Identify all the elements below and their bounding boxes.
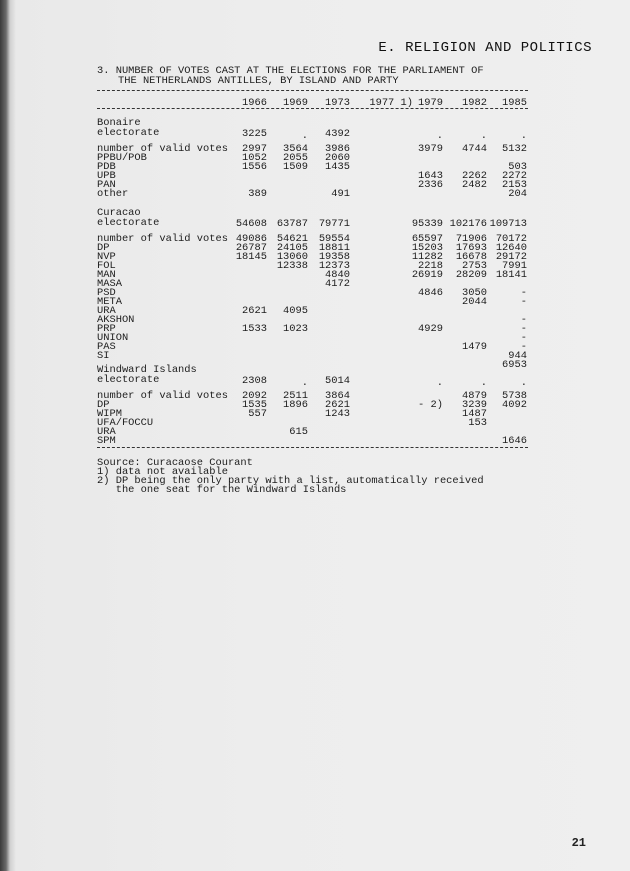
column-header: 1979 bbox=[418, 97, 443, 109]
vote-count: 2055 bbox=[283, 152, 308, 164]
vote-count: 18145 bbox=[235, 251, 267, 263]
source-note: Source: Curacaose Courant bbox=[97, 457, 253, 469]
table-title-line-2: THE NETHERLANDS ANTILLES, BY ISLAND AND PARTY bbox=[118, 75, 399, 87]
vote-count: 24105 bbox=[276, 242, 308, 254]
row-label: number of valid votes bbox=[97, 390, 228, 402]
footnote-1: 1) data not available bbox=[97, 466, 228, 478]
row-label: SI bbox=[97, 350, 110, 362]
row-label: number of valid votes bbox=[97, 233, 228, 245]
vote-count: 17693 bbox=[455, 242, 487, 254]
row-label: electorate bbox=[97, 127, 160, 139]
vote-count: 204 bbox=[508, 188, 527, 200]
vote-count: 4172 bbox=[325, 278, 350, 290]
row-label: UNION bbox=[97, 332, 129, 344]
vote-count: 1052 bbox=[242, 152, 267, 164]
vote-count: 389 bbox=[248, 188, 267, 200]
vote-count: 28209 bbox=[455, 269, 487, 281]
vote-count: 54621 bbox=[276, 233, 308, 245]
row-label: electorate bbox=[97, 217, 160, 229]
electorate-value: . bbox=[301, 130, 308, 142]
vote-count: 18811 bbox=[318, 242, 350, 254]
table-title-line-1: 3. NUMBER OF VOTES CAST AT THE ELECTIONS FOR THE PARLIAMENT OF bbox=[97, 65, 484, 77]
vote-count: 153 bbox=[468, 417, 487, 429]
row-label: PSD bbox=[97, 287, 116, 299]
row-label: PPBU/POB bbox=[97, 152, 147, 164]
vote-count: 16678 bbox=[455, 251, 487, 263]
electorate-value: . bbox=[520, 377, 527, 389]
vote-count: 15203 bbox=[411, 242, 443, 254]
vote-count: 1487 bbox=[462, 408, 487, 420]
group-title: Windward Islands bbox=[97, 364, 197, 376]
vote-count: 26787 bbox=[235, 242, 267, 254]
vote-count: - bbox=[520, 296, 527, 308]
vote-count: 3986 bbox=[325, 143, 350, 155]
footnote-2-continued: the one seat for the Windward Islands bbox=[97, 484, 347, 496]
row-label: UPB bbox=[97, 170, 116, 182]
vote-count: 2272 bbox=[502, 170, 527, 182]
vote-count: 1479 bbox=[462, 341, 487, 353]
electorate-value: . bbox=[436, 377, 443, 389]
vote-count: - bbox=[520, 341, 527, 353]
row-label: DP bbox=[97, 399, 110, 411]
column-header: 1966 bbox=[242, 97, 267, 109]
vote-count: 4092 bbox=[502, 399, 527, 411]
row-label: DP bbox=[97, 242, 110, 254]
column-header: 1977 1) bbox=[369, 97, 413, 109]
row-label: MASA bbox=[97, 278, 122, 290]
vote-count: 2060 bbox=[325, 152, 350, 164]
row-label: other bbox=[97, 188, 129, 200]
column-header: 1985 bbox=[502, 97, 527, 109]
electorate-value: 79771 bbox=[318, 218, 350, 230]
vote-count: 12373 bbox=[318, 260, 350, 272]
vote-count: 13060 bbox=[276, 251, 308, 263]
vote-count: - bbox=[520, 323, 527, 335]
vote-count: 1896 bbox=[283, 399, 308, 411]
vote-count: 4840 bbox=[325, 269, 350, 281]
vote-count: 6953 bbox=[502, 359, 527, 371]
column-header: 1969 bbox=[283, 97, 308, 109]
vote-count: - 2) bbox=[418, 399, 443, 411]
divider bbox=[97, 108, 528, 109]
row-label: META bbox=[97, 296, 122, 308]
electorate-value: 54608 bbox=[235, 218, 267, 230]
row-label: PAN bbox=[97, 179, 116, 191]
vote-count: 1535 bbox=[242, 399, 267, 411]
row-label: NVP bbox=[97, 251, 116, 263]
vote-count: 557 bbox=[248, 408, 267, 420]
vote-count: 491 bbox=[331, 188, 350, 200]
electorate-value: 63787 bbox=[276, 218, 308, 230]
vote-count: 1243 bbox=[325, 408, 350, 420]
vote-count: 2482 bbox=[462, 179, 487, 191]
vote-count: 1643 bbox=[418, 170, 443, 182]
vote-count: 3050 bbox=[462, 287, 487, 299]
vote-count: 2044 bbox=[462, 296, 487, 308]
vote-count: 5132 bbox=[502, 143, 527, 155]
group-title: Bonaire bbox=[97, 117, 141, 129]
row-label: PDB bbox=[97, 161, 116, 173]
electorate-value: . bbox=[520, 130, 527, 142]
vote-count: 1509 bbox=[283, 161, 308, 173]
vote-count: 944 bbox=[508, 350, 527, 362]
vote-count: 18141 bbox=[495, 269, 527, 281]
electorate-value: . bbox=[480, 130, 487, 142]
vote-count: 11282 bbox=[411, 251, 443, 263]
vote-count: 59554 bbox=[318, 233, 350, 245]
vote-count: 49086 bbox=[235, 233, 267, 245]
vote-count: 4929 bbox=[418, 323, 443, 335]
vote-count: 19358 bbox=[318, 251, 350, 263]
row-label: FOL bbox=[97, 260, 116, 272]
vote-count: 12640 bbox=[495, 242, 527, 254]
row-label: AKSHON bbox=[97, 314, 135, 326]
vote-count: 1023 bbox=[283, 323, 308, 335]
electorate-value: 3225 bbox=[242, 128, 267, 140]
row-label: SPM bbox=[97, 435, 116, 447]
vote-count: 2997 bbox=[242, 143, 267, 155]
electorate-value: 5014 bbox=[325, 375, 350, 387]
vote-count: - bbox=[520, 332, 527, 344]
electorate-value: 95339 bbox=[411, 218, 443, 230]
vote-count: 1435 bbox=[325, 161, 350, 173]
electorate-value: 109713 bbox=[489, 218, 527, 230]
vote-count: 3239 bbox=[462, 399, 487, 411]
electorate-value: 2308 bbox=[242, 375, 267, 387]
page-number: 21 bbox=[571, 836, 586, 850]
page-section-header: E. RELIGION AND POLITICS bbox=[378, 40, 592, 56]
electorate-value: . bbox=[436, 130, 443, 142]
vote-count: 4744 bbox=[462, 143, 487, 155]
vote-count: 615 bbox=[289, 426, 308, 438]
vote-count: 503 bbox=[508, 161, 527, 173]
vote-count: 26919 bbox=[411, 269, 443, 281]
vote-count: 1556 bbox=[242, 161, 267, 173]
vote-count: 4879 bbox=[462, 390, 487, 402]
row-label: number of valid votes bbox=[97, 143, 228, 155]
electorate-value: . bbox=[301, 377, 308, 389]
vote-count: 2092 bbox=[242, 390, 267, 402]
row-label: WIPM bbox=[97, 408, 122, 420]
vote-count: 4846 bbox=[418, 287, 443, 299]
vote-count: 1646 bbox=[502, 435, 527, 447]
divider bbox=[97, 90, 528, 91]
vote-count: 5738 bbox=[502, 390, 527, 402]
vote-count: 3564 bbox=[283, 143, 308, 155]
column-header: 1973 bbox=[325, 97, 350, 109]
vote-count: 3864 bbox=[325, 390, 350, 402]
vote-count: 29172 bbox=[495, 251, 527, 263]
electorate-value: . bbox=[480, 377, 487, 389]
vote-count: 7991 bbox=[502, 260, 527, 272]
vote-count: - bbox=[520, 287, 527, 299]
divider bbox=[97, 447, 528, 448]
group-title: Curacao bbox=[97, 207, 141, 219]
vote-count: 70172 bbox=[495, 233, 527, 245]
vote-count: 2262 bbox=[462, 170, 487, 182]
vote-count: 2218 bbox=[418, 260, 443, 272]
footnote-2: 2) DP being the only party with a list, automatically received bbox=[97, 475, 484, 487]
vote-count: 2621 bbox=[325, 399, 350, 411]
vote-count: 2621 bbox=[242, 305, 267, 317]
vote-count: - bbox=[520, 314, 527, 326]
vote-count: 2753 bbox=[462, 260, 487, 272]
vote-count: 4095 bbox=[283, 305, 308, 317]
vote-count: 2511 bbox=[283, 390, 308, 402]
vote-count: 1533 bbox=[242, 323, 267, 335]
column-header: 1982 bbox=[462, 97, 487, 109]
row-label: electorate bbox=[97, 374, 160, 386]
row-label: UFA/FOCCU bbox=[97, 417, 154, 429]
row-label: MAN bbox=[97, 269, 116, 281]
electorate-value: 102176 bbox=[449, 218, 487, 230]
electorate-value: 4392 bbox=[325, 128, 350, 140]
vote-count: 65597 bbox=[411, 233, 443, 245]
row-label: PRP bbox=[97, 323, 116, 335]
vote-count: 12338 bbox=[276, 260, 308, 272]
vote-count: 71906 bbox=[455, 233, 487, 245]
vote-count: 2153 bbox=[502, 179, 527, 191]
row-label: URA bbox=[97, 426, 116, 438]
vote-count: 2336 bbox=[418, 179, 443, 191]
row-label: PAS bbox=[97, 341, 116, 353]
row-label: URA bbox=[97, 305, 116, 317]
vote-count: 3979 bbox=[418, 143, 443, 155]
